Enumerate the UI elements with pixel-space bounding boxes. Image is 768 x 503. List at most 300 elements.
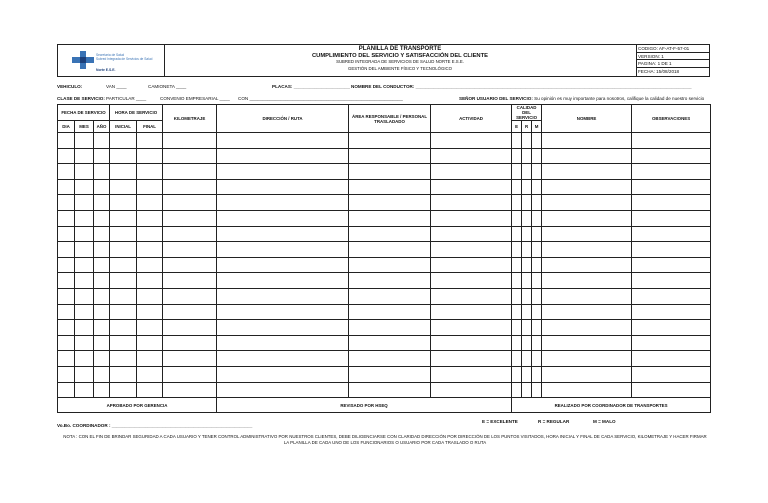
table-cell[interactable] bbox=[542, 257, 632, 273]
table-cell[interactable] bbox=[58, 335, 75, 351]
table-cell[interactable] bbox=[532, 257, 542, 273]
table-footer-row bbox=[58, 398, 711, 413]
table-cell[interactable] bbox=[632, 210, 711, 226]
table-cell[interactable] bbox=[217, 179, 349, 195]
table-cell[interactable] bbox=[431, 257, 512, 273]
table-cell[interactable] bbox=[110, 148, 137, 164]
table-cell[interactable] bbox=[512, 304, 522, 320]
table-cell[interactable] bbox=[217, 133, 349, 149]
table-cell[interactable] bbox=[58, 257, 75, 273]
table-cell[interactable] bbox=[349, 210, 431, 226]
col-ano: AÑO bbox=[94, 121, 110, 133]
table-cell[interactable] bbox=[163, 257, 217, 273]
col-direccion: DIRECCIÓN / RUTA bbox=[217, 105, 349, 133]
table-cell[interactable] bbox=[217, 382, 349, 398]
table-cell[interactable] bbox=[163, 133, 217, 149]
table-cell[interactable] bbox=[137, 382, 163, 398]
table-cell[interactable] bbox=[110, 257, 137, 273]
table-cell[interactable] bbox=[632, 288, 711, 304]
table-cell[interactable] bbox=[75, 133, 94, 149]
table-cell[interactable] bbox=[94, 382, 110, 398]
table-cell[interactable] bbox=[75, 226, 94, 242]
table-cell[interactable] bbox=[512, 351, 522, 367]
table-cell[interactable] bbox=[522, 164, 532, 180]
table-cell[interactable] bbox=[94, 148, 110, 164]
table-cell[interactable] bbox=[58, 195, 75, 211]
doc-code: CODIGO: AF-AT-F-57-01 bbox=[636, 45, 709, 53]
table-cell[interactable] bbox=[431, 273, 512, 289]
table-cell[interactable] bbox=[512, 226, 522, 242]
logo-text bbox=[96, 53, 152, 61]
table-cell[interactable] bbox=[431, 335, 512, 351]
table-cell[interactable] bbox=[75, 179, 94, 195]
table-cell[interactable] bbox=[58, 288, 75, 304]
table-cell[interactable] bbox=[632, 351, 711, 367]
table-cell[interactable] bbox=[349, 133, 431, 149]
table-cell[interactable] bbox=[522, 320, 532, 336]
table-row bbox=[58, 366, 711, 382]
table-cell[interactable] bbox=[532, 164, 542, 180]
table-cell[interactable] bbox=[632, 366, 711, 382]
table-row bbox=[58, 164, 711, 180]
table-cell[interactable] bbox=[431, 195, 512, 211]
conductor-field[interactable]: NOMBRE DEL CONDUCTOR: ____________________________________________________________________________________________________________ bbox=[351, 84, 692, 89]
table-cell[interactable] bbox=[75, 320, 94, 336]
table-cell[interactable] bbox=[522, 257, 532, 273]
table-cell[interactable] bbox=[542, 288, 632, 304]
table-cell[interactable] bbox=[349, 320, 431, 336]
table-cell[interactable] bbox=[632, 320, 711, 336]
table-cell[interactable] bbox=[58, 273, 75, 289]
table-cell[interactable] bbox=[137, 133, 163, 149]
table-cell[interactable] bbox=[58, 210, 75, 226]
col-hora: HORA DE SERVICIO bbox=[110, 105, 163, 121]
table-cell[interactable] bbox=[137, 179, 163, 195]
table-cell[interactable] bbox=[522, 382, 532, 398]
table-cell[interactable] bbox=[632, 304, 711, 320]
table-cell[interactable] bbox=[110, 320, 137, 336]
table-cell[interactable] bbox=[110, 335, 137, 351]
table-cell[interactable] bbox=[75, 210, 94, 226]
table-cell[interactable] bbox=[163, 164, 217, 180]
table-cell[interactable] bbox=[75, 257, 94, 273]
table-cell[interactable] bbox=[532, 382, 542, 398]
table-cell[interactable] bbox=[217, 288, 349, 304]
table-cell[interactable] bbox=[110, 164, 137, 180]
table-cell[interactable] bbox=[532, 242, 542, 258]
convenio-field[interactable]: CONVENIO EMPRESARIAL ____ bbox=[160, 96, 230, 101]
table-cell[interactable] bbox=[58, 148, 75, 164]
table-cell[interactable] bbox=[431, 366, 512, 382]
table-cell[interactable] bbox=[75, 242, 94, 258]
legend-regular: R = REGULAR bbox=[538, 419, 570, 424]
table-row bbox=[58, 288, 711, 304]
table-cell[interactable] bbox=[522, 351, 532, 367]
table-row bbox=[58, 382, 711, 398]
table-cell[interactable] bbox=[512, 210, 522, 226]
table-cell[interactable] bbox=[58, 226, 75, 242]
table-cell[interactable] bbox=[349, 257, 431, 273]
table-cell[interactable] bbox=[75, 351, 94, 367]
doc-subtitle: CUMPLIMIENTO DEL SERVICIO Y SATISFACCIÓN DEL CLIENTE bbox=[311, 52, 489, 59]
table-cell[interactable] bbox=[58, 179, 75, 195]
revisado-cell: REVISADO POR HSEQ bbox=[217, 398, 512, 413]
table-row bbox=[58, 133, 711, 149]
table-cell[interactable] bbox=[163, 335, 217, 351]
table-cell[interactable] bbox=[110, 304, 137, 320]
table-cell[interactable] bbox=[632, 179, 711, 195]
table-cell[interactable] bbox=[632, 335, 711, 351]
col-e: E bbox=[512, 121, 522, 133]
table-cell[interactable] bbox=[94, 288, 110, 304]
table-cell[interactable] bbox=[349, 226, 431, 242]
table-cell[interactable] bbox=[75, 304, 94, 320]
table-cell[interactable] bbox=[532, 320, 542, 336]
table-cell[interactable] bbox=[75, 273, 94, 289]
table-cell[interactable] bbox=[137, 257, 163, 273]
table-cell[interactable] bbox=[137, 366, 163, 382]
table-cell[interactable] bbox=[349, 273, 431, 289]
realizado-cell: REALIZADO POR COORDINADOR DE TRANSPORTES bbox=[512, 398, 711, 413]
table-cell[interactable] bbox=[137, 335, 163, 351]
col-mes: MES bbox=[75, 121, 94, 133]
col-km: KILOMETRAJE bbox=[163, 105, 217, 133]
document-header bbox=[57, 44, 710, 77]
table-row bbox=[58, 148, 711, 164]
table-cell[interactable] bbox=[542, 382, 632, 398]
table-cell[interactable] bbox=[532, 133, 542, 149]
table-cell[interactable] bbox=[349, 242, 431, 258]
table-cell[interactable] bbox=[110, 210, 137, 226]
table-cell[interactable] bbox=[217, 366, 349, 382]
table-cell[interactable] bbox=[217, 320, 349, 336]
table-cell[interactable] bbox=[532, 273, 542, 289]
table-cell[interactable] bbox=[94, 133, 110, 149]
table-cell[interactable] bbox=[522, 366, 532, 382]
table-cell[interactable] bbox=[512, 366, 522, 382]
table-cell[interactable] bbox=[512, 148, 522, 164]
table-row bbox=[58, 242, 711, 258]
table-cell[interactable] bbox=[349, 304, 431, 320]
table-cell[interactable] bbox=[58, 242, 75, 258]
logo-area bbox=[58, 45, 165, 76]
aprobado-cell: APROBADO POR GERENCIA bbox=[58, 398, 217, 413]
table-row bbox=[58, 320, 711, 336]
table-cell[interactable] bbox=[75, 288, 94, 304]
logo-subtitle: Norte E.S.E. bbox=[96, 68, 116, 72]
table-cell[interactable] bbox=[163, 320, 217, 336]
clase-label: CLASE DE SERVICIO: bbox=[57, 96, 105, 101]
table-cell[interactable] bbox=[522, 148, 532, 164]
table-cell[interactable] bbox=[163, 210, 217, 226]
table-cell[interactable] bbox=[110, 133, 137, 149]
table-row bbox=[58, 304, 711, 320]
con-field[interactable]: CON ____________________________________________________________ bbox=[238, 96, 403, 101]
table-cell[interactable] bbox=[632, 273, 711, 289]
table-cell[interactable] bbox=[542, 351, 632, 367]
table-cell[interactable] bbox=[137, 148, 163, 164]
particular-field[interactable]: PARTICULAR ____ bbox=[106, 96, 147, 101]
table-cell[interactable] bbox=[58, 382, 75, 398]
table-cell[interactable] bbox=[512, 257, 522, 273]
table-cell[interactable] bbox=[632, 257, 711, 273]
table-cell[interactable] bbox=[217, 351, 349, 367]
table-cell[interactable] bbox=[632, 242, 711, 258]
table-cell[interactable] bbox=[110, 351, 137, 367]
table-body bbox=[58, 133, 711, 398]
col-fecha: FECHA DE SERVICIO bbox=[58, 105, 110, 121]
table-cell[interactable] bbox=[542, 335, 632, 351]
table-cell[interactable] bbox=[542, 195, 632, 211]
table-cell[interactable] bbox=[349, 195, 431, 211]
table-cell[interactable] bbox=[163, 304, 217, 320]
table-cell[interactable] bbox=[431, 320, 512, 336]
col-actividad: ACTIVIDAD bbox=[431, 105, 512, 133]
table-cell[interactable] bbox=[522, 195, 532, 211]
table-cell[interactable] bbox=[217, 242, 349, 258]
table-header-row-1 bbox=[58, 105, 711, 121]
table-cell[interactable] bbox=[632, 226, 711, 242]
table-cell[interactable] bbox=[532, 351, 542, 367]
table-cell[interactable] bbox=[349, 164, 431, 180]
doc-page: PAGINA: 1 DE 1 bbox=[636, 60, 709, 68]
dept-name: GESTIÓN DEL AMBIENTE FÍSICO Y TECNOLÓGICO bbox=[348, 65, 452, 71]
table-row bbox=[58, 195, 711, 211]
table-cell[interactable] bbox=[431, 382, 512, 398]
col-dia: DIA bbox=[58, 121, 75, 133]
table-cell[interactable] bbox=[217, 164, 349, 180]
table-cell[interactable] bbox=[163, 351, 217, 367]
table-cell[interactable] bbox=[137, 273, 163, 289]
table-cell[interactable] bbox=[75, 195, 94, 211]
table-cell[interactable] bbox=[431, 133, 512, 149]
table-cell[interactable] bbox=[431, 226, 512, 242]
table-cell[interactable] bbox=[137, 320, 163, 336]
table-cell[interactable] bbox=[94, 257, 110, 273]
table-cell[interactable] bbox=[58, 320, 75, 336]
table-cell[interactable] bbox=[522, 242, 532, 258]
table-cell[interactable] bbox=[532, 366, 542, 382]
table-cell[interactable] bbox=[532, 304, 542, 320]
table-cell[interactable] bbox=[632, 148, 711, 164]
table-cell[interactable] bbox=[75, 335, 94, 351]
table-cell[interactable] bbox=[349, 148, 431, 164]
col-final: FINAL bbox=[137, 121, 163, 133]
table-cell[interactable] bbox=[431, 304, 512, 320]
table-cell[interactable] bbox=[163, 382, 217, 398]
table-cell[interactable] bbox=[110, 382, 137, 398]
camioneta-field[interactable]: CAMIONETA ____ bbox=[148, 84, 187, 89]
table-cell[interactable] bbox=[532, 226, 542, 242]
table-cell[interactable] bbox=[110, 195, 137, 211]
logo-line-2: Subred Integrada de Servicios de Salud bbox=[96, 57, 153, 61]
table-cell[interactable] bbox=[532, 288, 542, 304]
table-cell[interactable] bbox=[522, 273, 532, 289]
table-cell[interactable] bbox=[94, 226, 110, 242]
table-cell[interactable] bbox=[431, 164, 512, 180]
table-cell[interactable] bbox=[94, 366, 110, 382]
footer-note: NOTA : CON EL FIN DE BRINDAR SEGURIDAD A CADA USUARIO Y TENER CONTROL ADMINISTRATIVO POR NUESTROS CLIENTES, DEBE DILIGENCIARSE CON CLARIDAD DIRECCIÓN POR DIRECCIÓN DE LOS PUNTOS VISITADOS, HORA INICIAL Y FINAL DE CADA SERVICIO, KILOMETRAJE Y HACER FIRMAR LA PLANILLA DE CADA UNO DE LOS FUNCIONARIOS O USUARIO POR CADA TRASLADO O RUTA bbox=[63, 434, 707, 445]
table-cell[interactable] bbox=[532, 195, 542, 211]
table-cell[interactable] bbox=[522, 226, 532, 242]
van-field[interactable]: VAN ____ bbox=[106, 84, 127, 89]
table-cell[interactable] bbox=[431, 242, 512, 258]
header-title-block bbox=[164, 45, 637, 76]
table-cell[interactable] bbox=[94, 351, 110, 367]
table-cell[interactable] bbox=[542, 226, 632, 242]
table-cell[interactable] bbox=[512, 164, 522, 180]
table-cell[interactable] bbox=[542, 320, 632, 336]
table-cell[interactable] bbox=[137, 288, 163, 304]
table-cell[interactable] bbox=[137, 242, 163, 258]
table-cell[interactable] bbox=[163, 195, 217, 211]
table-cell[interactable] bbox=[217, 210, 349, 226]
table-cell[interactable] bbox=[217, 335, 349, 351]
table-cell[interactable] bbox=[512, 273, 522, 289]
table-cell[interactable] bbox=[512, 382, 522, 398]
table-cell[interactable] bbox=[542, 133, 632, 149]
table-cell[interactable] bbox=[349, 288, 431, 304]
table-cell[interactable] bbox=[522, 288, 532, 304]
table-cell[interactable] bbox=[349, 179, 431, 195]
table-cell[interactable] bbox=[632, 382, 711, 398]
table-cell[interactable] bbox=[137, 226, 163, 242]
table-cell[interactable] bbox=[542, 242, 632, 258]
table-cell[interactable] bbox=[217, 257, 349, 273]
table-cell[interactable] bbox=[94, 179, 110, 195]
table-cell[interactable] bbox=[532, 210, 542, 226]
table-cell[interactable] bbox=[512, 133, 522, 149]
table-cell[interactable] bbox=[110, 179, 137, 195]
doc-meta bbox=[636, 45, 709, 76]
table-cell[interactable] bbox=[94, 195, 110, 211]
table-row bbox=[58, 257, 711, 273]
doc-version: VERSION: 1 bbox=[636, 53, 709, 61]
table-cell[interactable] bbox=[522, 133, 532, 149]
table-cell[interactable] bbox=[217, 226, 349, 242]
table-cell[interactable] bbox=[163, 366, 217, 382]
usuario-text: Su opinión es muy importante para nosotros, califique la calidad de nuestro servicio bbox=[534, 96, 705, 101]
table-cell[interactable] bbox=[163, 148, 217, 164]
table-cell[interactable] bbox=[58, 164, 75, 180]
table-cell[interactable] bbox=[542, 304, 632, 320]
table-cell[interactable] bbox=[512, 288, 522, 304]
table-cell[interactable] bbox=[512, 179, 522, 195]
table-cell[interactable] bbox=[632, 195, 711, 211]
table-cell[interactable] bbox=[58, 133, 75, 149]
coordinador-field[interactable]: Vo.Bo. COORDINADOR : _______________________________________________________ bbox=[57, 423, 253, 428]
table-cell[interactable] bbox=[110, 273, 137, 289]
table-cell[interactable] bbox=[542, 273, 632, 289]
table-cell[interactable] bbox=[137, 164, 163, 180]
table-cell[interactable] bbox=[94, 273, 110, 289]
table-cell[interactable] bbox=[522, 304, 532, 320]
table-cell[interactable] bbox=[542, 366, 632, 382]
table-cell[interactable] bbox=[217, 304, 349, 320]
table-cell[interactable] bbox=[431, 351, 512, 367]
table-cell[interactable] bbox=[349, 366, 431, 382]
table-cell[interactable] bbox=[512, 195, 522, 211]
table-cell[interactable] bbox=[75, 366, 94, 382]
table-cell[interactable] bbox=[349, 335, 431, 351]
table-cell[interactable] bbox=[632, 164, 711, 180]
table-cell[interactable] bbox=[94, 210, 110, 226]
table-cell[interactable] bbox=[542, 164, 632, 180]
col-nombre: NOMBRE bbox=[542, 105, 632, 133]
table-cell[interactable] bbox=[349, 351, 431, 367]
table-cell[interactable] bbox=[532, 148, 542, 164]
table-cell[interactable] bbox=[75, 164, 94, 180]
table-cell[interactable] bbox=[75, 382, 94, 398]
table-cell[interactable] bbox=[137, 351, 163, 367]
table-cell[interactable] bbox=[94, 164, 110, 180]
table-cell[interactable] bbox=[532, 335, 542, 351]
table-cell[interactable] bbox=[542, 210, 632, 226]
table-cell[interactable] bbox=[532, 179, 542, 195]
table-cell[interactable] bbox=[522, 335, 532, 351]
table-cell[interactable] bbox=[110, 226, 137, 242]
table-cell[interactable] bbox=[75, 148, 94, 164]
table-cell[interactable] bbox=[632, 133, 711, 149]
table-cell[interactable] bbox=[110, 366, 137, 382]
table-cell[interactable] bbox=[217, 148, 349, 164]
table-cell[interactable] bbox=[431, 148, 512, 164]
table-cell[interactable] bbox=[94, 320, 110, 336]
table-cell[interactable] bbox=[58, 366, 75, 382]
legend-malo: M = MALO bbox=[593, 419, 616, 424]
table-cell[interactable] bbox=[431, 210, 512, 226]
table-cell[interactable] bbox=[137, 304, 163, 320]
table-cell[interactable] bbox=[137, 195, 163, 211]
table-cell[interactable] bbox=[349, 382, 431, 398]
table-cell[interactable] bbox=[431, 179, 512, 195]
vehiculo-label: VEHICULO: bbox=[57, 84, 83, 89]
col-observaciones: OBSERVACIONES bbox=[632, 105, 711, 133]
table-cell[interactable] bbox=[163, 288, 217, 304]
table-cell[interactable] bbox=[217, 195, 349, 211]
table-cell[interactable] bbox=[110, 242, 137, 258]
table-cell[interactable] bbox=[512, 335, 522, 351]
table-cell[interactable] bbox=[137, 210, 163, 226]
table-cell[interactable] bbox=[94, 335, 110, 351]
col-r: R bbox=[522, 121, 532, 133]
usuario-message bbox=[459, 96, 704, 101]
table-cell[interactable] bbox=[58, 351, 75, 367]
table-cell[interactable] bbox=[163, 226, 217, 242]
table-cell[interactable] bbox=[512, 242, 522, 258]
table-cell[interactable] bbox=[217, 273, 349, 289]
table-cell[interactable] bbox=[542, 179, 632, 195]
placas-field[interactable]: PLACAS: ______________________ bbox=[272, 84, 350, 89]
table-cell[interactable] bbox=[163, 179, 217, 195]
table-cell[interactable] bbox=[94, 242, 110, 258]
table-cell[interactable] bbox=[163, 242, 217, 258]
table-cell[interactable] bbox=[512, 320, 522, 336]
table-cell[interactable] bbox=[110, 288, 137, 304]
health-logo-icon bbox=[72, 51, 94, 69]
col-calidad: CALIDAD DEL SERVICIO bbox=[512, 105, 542, 121]
table-cell[interactable] bbox=[58, 304, 75, 320]
table-cell[interactable] bbox=[431, 288, 512, 304]
table-cell[interactable] bbox=[542, 148, 632, 164]
table-cell[interactable] bbox=[163, 273, 217, 289]
col-m: M bbox=[532, 121, 542, 133]
table-cell[interactable] bbox=[522, 179, 532, 195]
table-row bbox=[58, 210, 711, 226]
table-cell[interactable] bbox=[94, 304, 110, 320]
table-cell[interactable] bbox=[522, 210, 532, 226]
doc-date: FECHA: 15/08/2018 bbox=[638, 69, 680, 75]
